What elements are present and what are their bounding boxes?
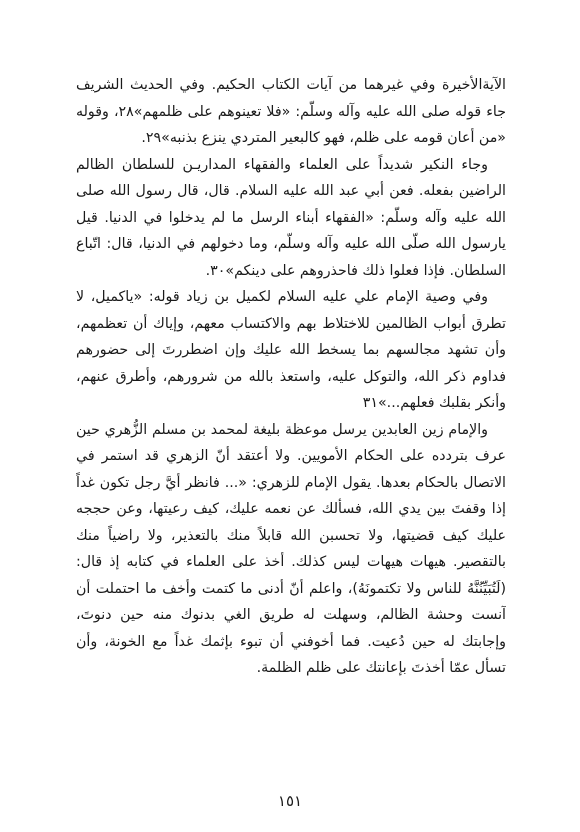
page-body	[76, 72, 506, 772]
page-number: ١٥١	[277, 792, 303, 810]
paragraph-1: الآيةالأخيرة وفي غيرهما من آيات الكتاب الحكيم. وفي الحديث الشريف جاء قوله صلى الله عليه وآله وسلّم: «فلا تعينوهم على ظلمهم»٢٨، وقوله «من أعان قومه على ظلم، فهو كالبعير المتردي ينزع بذنبه»٢٩.	[76, 77, 506, 146]
paragraph-2: وجاء النكير شديداً على العلماء والفقهاء المداريـن للسلطان الظالم الراضين بفعله. فعن أبي عبد الله عليه السلام. قال، قال رسول الله صلى الله عليه وآله وسلّم: «الفقهاء أبناء الرسل ما لم يدخلوا في الدنيا. قيل يارسول الله صلّى الله عليه وآله وسلّم، وما دخولهم في الدنيا، قال: اتّباع السلطان. فإذا فعلوا ذلك فاحذروهم على دينكم»٣٠.	[76, 156, 506, 279]
paragraph-3: وفي وصية الإمام علي عليه السلام لكميل بن زياد قوله: «ياكميل، لا تطرق أبواب الظالمين للاختلاط بهم والاكتساب معهم، وإياك أن تعظمهم، وأن تشهد مجالسهم بما يسخط الله عليك وإن اضطررتَ إلى حضورهم فداوم ذكر الله، والتوكل عليه، واستعذ بالله من شرورهم، وأطرق عنهم، وأنكر بقلبك فعلهم...»٣١	[76, 289, 506, 411]
paragraph-4: والإمام زين العابدين يرسل موعظة بليغة لمحمد بن مسلم الزُّهري حين عرف بتردده على الحكام الأمويين. ولا أعتقد أنّ الزهري قد استمر في الاتصال بالحكام بعدها. يقول الإمام للزهري: «... فانظر أيَّ رجل تكون غداً إذا وقفتَ بين يدي الله، فسألك عن نعمه عليك، كيف رعيتها، وعن حججه عليك كيف قضيتها، ولا تحسبن الله قابلاً منك بالتعذير، ولا راضياً منك بالتقصير. هيهات هيهات ليس كذلك. أخذ على العلماء في كتابه إذ قال: (لَتُبَيِّنُنَّهُ للناس ولا تكتمونَهُ)، واعلم أنّ أدنى ما كتمت وأخف ما احتملت أن آنست وحشة الظالم، وسهلت له طريق الغي بدنوك منه حين دنوتَ، وإجابتك له حين دُعيت. فما أخوفني أن تبوء بإثمك غداً مع الخونة، وأن تسأل عمّا أخذتَ بإعانتك على ظلم الظلمة.	[76, 421, 506, 676]
